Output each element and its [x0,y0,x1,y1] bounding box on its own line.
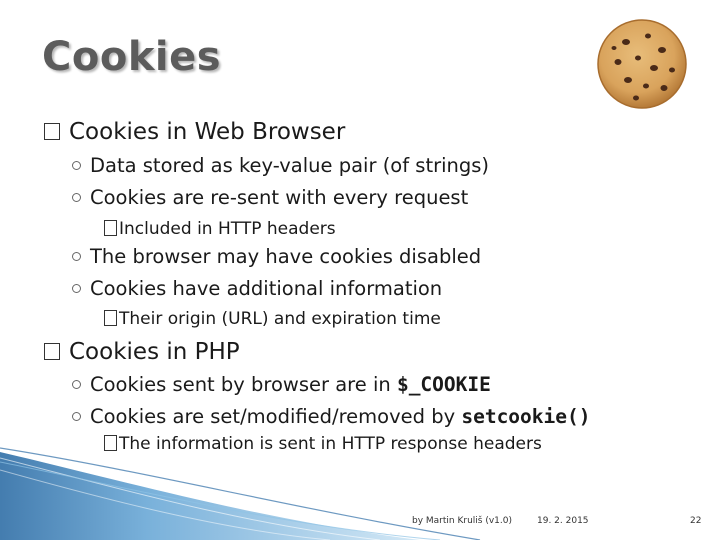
circle-bullet-icon [72,412,81,421]
list-item: Cookies sent by browser are in $_COOKIE [72,373,491,396]
sub-list-item: The information is sent in HTTP response headers [104,434,542,454]
square-bullet-icon [104,310,117,326]
slide-title: Cookies [42,34,222,80]
circle-bullet-icon [72,284,81,293]
list-item: Cookies have additional information [72,277,442,300]
circle-bullet-icon [72,161,81,170]
sub-list-item: Included in HTTP headers [104,219,336,239]
code-snippet: $_COOKIE [396,373,491,396]
square-bullet-icon [104,220,117,236]
footer-date: 19. 2. 2015 [537,516,589,526]
circle-bullet-icon [72,193,81,202]
list-item: Cookies are re-sent with every request [72,186,468,209]
footer-author: by Martin Kruliš (v1.0) [412,516,512,526]
decorative-wave [0,440,720,540]
sub-list-item: Their origin (URL) and expiration time [104,309,441,329]
square-bullet-icon [44,123,60,140]
page-number: 22 [690,516,702,526]
cookie-icon [596,18,688,110]
list-item: The browser may have cookies disabled [72,245,481,268]
section-heading: Cookies in Web Browser [44,119,345,145]
circle-bullet-icon [72,380,81,389]
list-item: Cookies are set/modified/removed by setcookie() [72,405,590,428]
square-bullet-icon [44,343,60,360]
circle-bullet-icon [72,252,81,261]
code-snippet: setcookie() [461,405,591,428]
list-item: Data stored as key-value pair (of strings) [72,154,489,177]
section-heading: Cookies in PHP [44,339,240,365]
